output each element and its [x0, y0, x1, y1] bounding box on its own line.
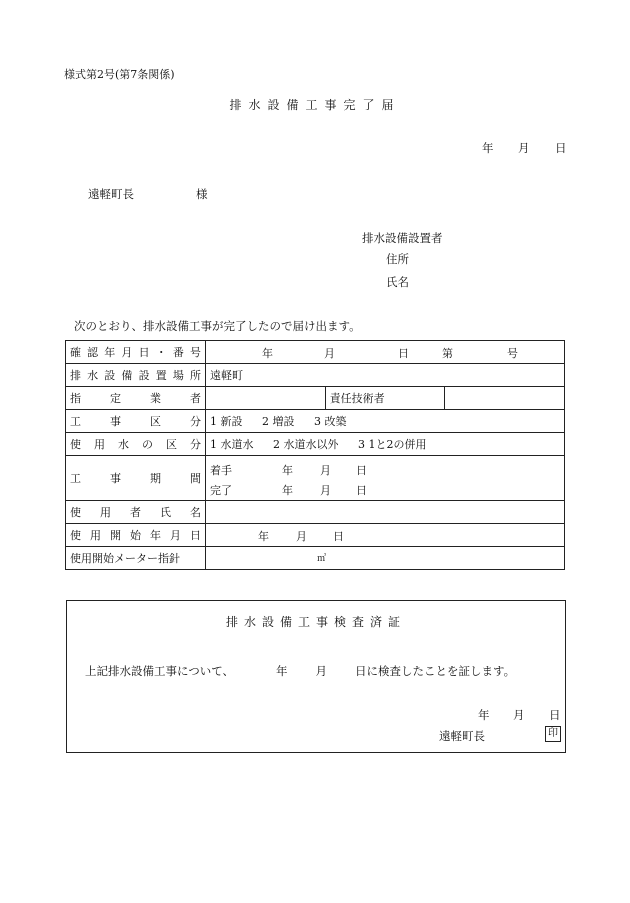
statement-year: 年: [276, 664, 288, 678]
location-label: [70, 367, 201, 383]
label-char: 年: [104, 346, 116, 359]
user-name-label: [70, 504, 201, 520]
form-number: 様式第2号(第7条関係): [64, 68, 175, 81]
use-day: 日: [333, 530, 344, 543]
label-char: 使: [70, 506, 81, 519]
label-char: 使: [70, 529, 81, 542]
label-char: 号: [189, 346, 201, 359]
use-year: 年: [258, 530, 269, 543]
label-char: 用: [90, 529, 101, 542]
start-year: 年: [282, 464, 293, 477]
label-char: 使: [70, 438, 81, 451]
label-char: 期: [150, 472, 161, 485]
work-period-cell[interactable]: [206, 456, 565, 501]
go-label: 号: [507, 347, 518, 360]
label-char: 場: [172, 369, 184, 382]
option-other[interactable]: 2 水道水以外: [273, 438, 339, 451]
label-char: 用: [100, 506, 111, 519]
contractor-value[interactable]: [206, 387, 326, 410]
label-char: 区: [166, 438, 177, 451]
start-month: 月: [320, 464, 331, 477]
certificate-title: 排水設備工事検査済証: [225, 615, 406, 629]
tech-value[interactable]: [445, 387, 565, 410]
certificate-statement: [85, 663, 515, 679]
label-char: 水: [87, 369, 99, 382]
label-char: 設: [138, 369, 150, 382]
dai-label: 第: [442, 347, 453, 360]
end-year: 年: [282, 484, 293, 497]
table-row: [66, 387, 565, 410]
label-char: 業: [150, 392, 161, 405]
work-type-label: [70, 413, 201, 429]
label-char: 区: [150, 415, 161, 428]
label-char: 番: [172, 346, 184, 359]
label-char: 備: [121, 369, 133, 382]
cert-day-label: 日: [549, 708, 561, 722]
label-char: 月: [170, 529, 181, 542]
table-row: [66, 410, 565, 433]
label-char: 確: [70, 346, 81, 359]
start-label: 着手: [210, 464, 232, 477]
label-char: 氏: [160, 506, 171, 519]
label-char: 所: [189, 369, 201, 382]
option-tap[interactable]: 1 水道水: [210, 438, 254, 451]
table-row: [66, 433, 565, 456]
table-row: [66, 341, 565, 364]
tech-label: 責任技術者: [325, 387, 445, 410]
label-char: 指: [70, 392, 81, 405]
form-title: 排水設備工事完了届: [229, 98, 401, 112]
label-char: ・: [155, 346, 167, 359]
label-char: 認: [87, 346, 99, 359]
location-value[interactable]: 遠軽町: [206, 364, 565, 387]
end-month: 月: [320, 484, 331, 497]
table-row: [66, 364, 565, 387]
label-char: 日: [138, 346, 150, 359]
day-label: 日: [398, 347, 409, 360]
applicant-address-label: 住所: [386, 252, 409, 266]
meter-label: 使用開始メーター指針: [66, 547, 206, 570]
cert-mayor: 遠軽町長: [439, 729, 485, 743]
use-month: 月: [296, 530, 307, 543]
label-char: の: [142, 438, 153, 451]
table-row: [66, 524, 565, 547]
work-period-label: [70, 470, 201, 486]
label-char: 開: [110, 529, 121, 542]
meter-unit: ㎥: [317, 554, 327, 564]
label-char: 排: [70, 369, 81, 382]
table-row: [66, 456, 565, 501]
start-date-label: [70, 527, 201, 543]
start-day: 日: [356, 464, 367, 477]
label-char: 年: [150, 529, 161, 542]
label-char: 事: [110, 415, 121, 428]
label-char: 月: [121, 346, 133, 359]
label-char: 事: [110, 472, 121, 485]
label-char: 用: [94, 438, 105, 451]
month-label: 月: [324, 347, 335, 360]
option-expand[interactable]: 2 増設: [262, 415, 295, 428]
label-char: 水: [118, 438, 129, 451]
applicant-name-label: 氏名: [386, 275, 409, 289]
option-renovate[interactable]: 3 改築: [314, 415, 347, 428]
statement-suffix: 日に検査したことを証します。: [355, 664, 516, 678]
statement-month: 月: [315, 664, 328, 678]
label-char: 者: [190, 392, 201, 405]
addressee: 遠軽町長: [88, 187, 134, 201]
label-char: 間: [190, 472, 201, 485]
user-name-value[interactable]: [206, 501, 565, 524]
start-date-cell[interactable]: [206, 524, 565, 547]
label-char: 工: [70, 415, 81, 428]
label-char: 置: [155, 369, 167, 382]
confirm-date-label: [70, 344, 201, 360]
label-char: 設: [104, 369, 116, 382]
label-char: 分: [190, 415, 201, 428]
water-type-options[interactable]: [206, 433, 565, 456]
end-day: 日: [356, 484, 367, 497]
label-char: 日: [190, 529, 201, 542]
seal-icon: 印: [545, 726, 561, 742]
end-label: 完了: [210, 484, 232, 497]
work-type-options[interactable]: [206, 410, 565, 433]
row-label: [66, 341, 206, 364]
cert-year-label: 年: [478, 708, 490, 722]
table-row: [66, 501, 565, 524]
applicant-label: 排水設備設置者: [362, 231, 443, 245]
submission-month-label: 月: [518, 141, 530, 155]
addressee-honorific: 様: [196, 187, 208, 201]
option-new[interactable]: 1 新設: [210, 415, 243, 428]
intro-text: 次のとおり、排水設備工事が完了したので届け出ます。: [74, 319, 361, 333]
inspection-certificate: [66, 600, 566, 753]
label-char: 分: [190, 438, 201, 451]
submission-year-label: 年: [482, 141, 494, 155]
meter-cell[interactable]: [206, 547, 565, 570]
completion-table: [65, 340, 565, 570]
label-char: 工: [70, 472, 81, 485]
submission-day-label: 日: [555, 141, 567, 155]
confirm-date-cell[interactable]: [206, 341, 565, 364]
label-char: 定: [110, 392, 121, 405]
label-char: 始: [130, 529, 141, 542]
water-type-label: [70, 436, 201, 452]
table-row: [66, 547, 565, 570]
contractor-label: [70, 390, 201, 406]
statement-prefix: 上記排水設備工事について、: [85, 664, 235, 678]
label-char: 者: [130, 506, 141, 519]
option-both[interactable]: 3 1と2の併用: [358, 438, 427, 451]
year-label: 年: [262, 347, 273, 360]
cert-month-label: 月: [513, 708, 525, 722]
label-char: 名: [190, 506, 201, 519]
